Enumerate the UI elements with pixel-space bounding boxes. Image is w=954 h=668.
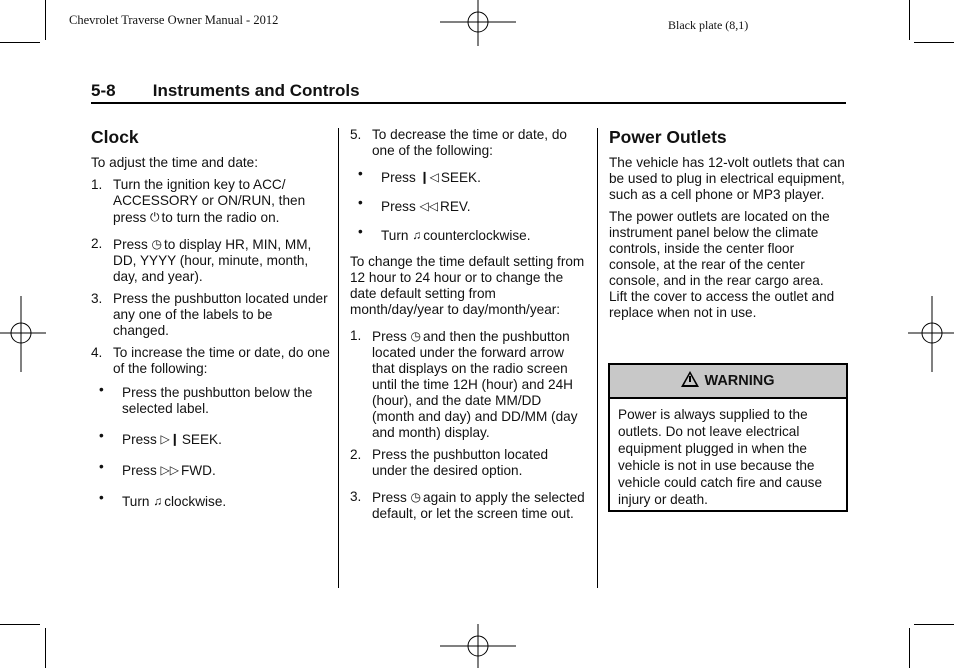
list-item: 1. Turn the ignition key to ACC/ ACCESSORY or ON/RUN, then press ⏻ to turn the radio on.: [91, 177, 306, 225]
list-item: 1. Press ◷ and then the pushbutton located under the forward arrow that displays on the radio screen until the time 12H (hour) and 24H (hour), and the date MM/DD (month and day) and DD/MM (day and month) display.: [350, 328, 578, 440]
column-2: [350, 127, 586, 528]
crop-mark: [0, 42, 40, 43]
clock-intro: To adjust the time and date:: [91, 155, 259, 170]
list-item: 4. To increase the time or date, do one of the following:: [91, 345, 330, 376]
tune-knob-icon: ♫: [153, 494, 163, 508]
clock-icon: ◷: [410, 490, 422, 504]
bullet-item: • Press ▷▷ FWD.: [99, 459, 216, 478]
registration-target-bottom: [440, 622, 516, 668]
registration-target-right: [906, 296, 954, 372]
bullet-item: • Press the pushbutton below the selected label.: [99, 382, 313, 416]
crop-mark: [45, 628, 46, 668]
list-item: 5. To decrease the time or date, do one of the following:: [350, 127, 567, 158]
crop-mark: [914, 624, 954, 625]
section-title-power-outlets: Power Outlets: [609, 127, 727, 147]
warning-triangle-icon: [681, 371, 699, 387]
bullet-item: • Press ❙◁ SEEK.: [358, 166, 481, 185]
list-item: 2. Press the pushbutton located under the desired option.: [350, 447, 549, 478]
seek-next-icon: ▷❙: [160, 432, 180, 446]
chapter-heading: [91, 81, 360, 101]
manual-title: Chevrolet Traverse Owner Manual - 2012: [69, 13, 279, 27]
column-divider: [597, 128, 598, 588]
list-item: 2. Press ◷ to display HR, MIN, MM, DD, YYYY (hour, minute, month, day, and year).: [91, 236, 312, 284]
crop-mark: [45, 0, 46, 40]
warning-box: [608, 363, 848, 512]
power-outlets-para-2: The power outlets are located on the instrument panel below the climate controls, inside the center floor console, at the rear of the center console, and in the rear cargo area. Lift the cover to access the outlet and replace when not in use.: [609, 209, 835, 320]
warning-text: Power is always supplied to the outlets. Do not leave electrical equipment plugged in when the vehicle is not in use because the vehicle could catch fire and cause injury or death.: [618, 407, 823, 507]
fast-forward-icon: ▷▷: [160, 463, 179, 477]
bullet-item: • Press ◁◁ REV.: [358, 195, 471, 214]
chapter-number: 5-8: [91, 81, 116, 100]
plate-label: Black plate (8,1): [668, 18, 749, 32]
warning-label: WARNING: [704, 373, 775, 389]
bullet-item: • Press ▷❙ SEEK.: [99, 428, 222, 447]
list-item: 3. Press ◷ again to apply the selected default, or let the screen time out.: [350, 489, 585, 521]
crop-mark: [914, 42, 954, 43]
section-title-clock: Clock: [91, 127, 139, 147]
warning-header: [610, 365, 846, 399]
chapter-rule: [91, 102, 846, 104]
column-1: [91, 155, 331, 520]
chapter-title: Instruments and Controls: [152, 81, 360, 100]
power-outlets-para-1: The vehicle has 12-volt outlets that can be used to plug in electrical equipment, such as a cell phone or MP3 player.: [609, 155, 845, 202]
format-intro: To change the time default setting from 12 hour to 24 hour or to change the date default setting from month/day/year to day/month/year:: [350, 254, 585, 317]
power-icon: ⏻: [150, 210, 160, 224]
column-divider: [338, 128, 339, 588]
tune-knob-icon: ♫: [412, 228, 422, 242]
bullet-item: • Turn ♫ counterclockwise.: [358, 224, 531, 243]
crop-mark: [909, 0, 910, 40]
crop-mark: [909, 628, 910, 668]
registration-target-left: [0, 296, 48, 372]
clock-icon: ◷: [151, 237, 163, 251]
crop-mark: [0, 624, 40, 625]
column-3: [609, 155, 845, 327]
bullet-item: • Turn ♫ clockwise.: [99, 490, 227, 509]
seek-prev-icon: ❙◁: [419, 170, 439, 184]
registration-target-top: [440, 0, 516, 48]
clock-icon: ◷: [410, 329, 422, 343]
rewind-icon: ◁◁: [419, 199, 438, 213]
list-item: 3. Press the pushbutton located under any one of the labels to be changed.: [91, 291, 328, 338]
